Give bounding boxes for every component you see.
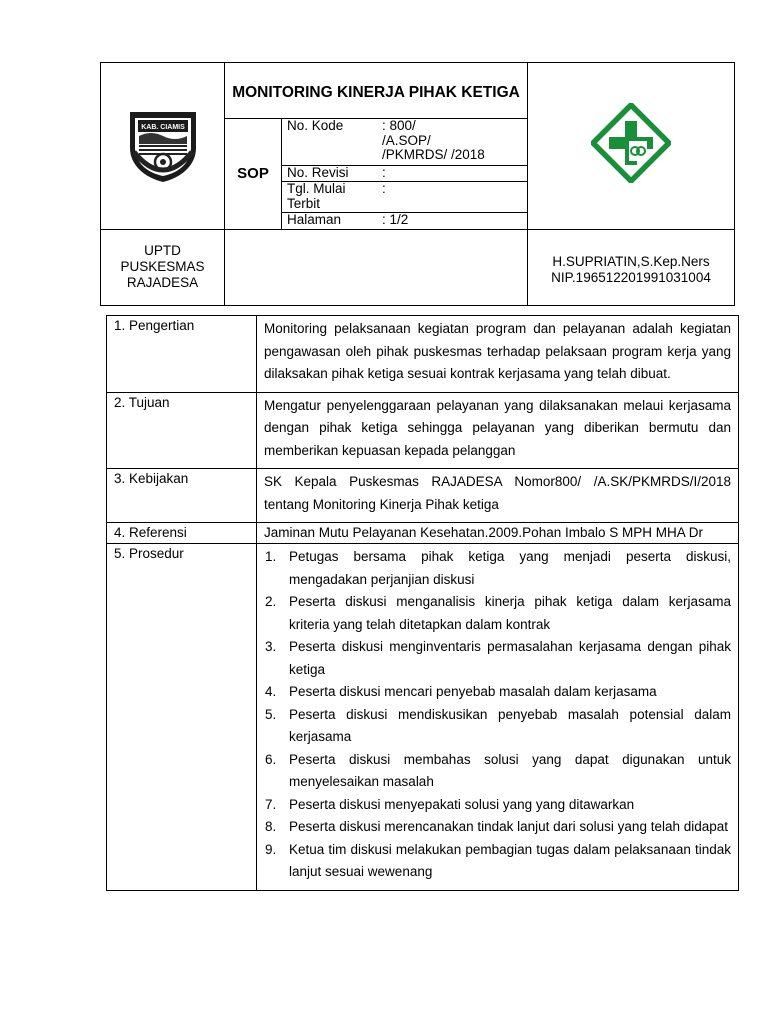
section-label: 1. Pengertian	[107, 316, 257, 393]
field-value: :	[374, 165, 527, 182]
procedure-steps	[257, 544, 739, 891]
procedure-step	[264, 591, 731, 636]
field-key: Halaman	[287, 212, 342, 227]
section-text: Mengatur penyelenggaraan pelayanan yang dilaksanakan melaui kerjasama dengan pihak ketiga sehingga pelayanan yang diberikan bermutu dan memberikan kepuasan kepada pelanggan	[257, 392, 739, 469]
step-number: 7.	[265, 796, 277, 812]
field-key-line: Terbit	[287, 195, 321, 211]
document-fields	[282, 119, 528, 230]
procedure-step	[264, 704, 731, 749]
section-row-pengertian	[107, 316, 739, 393]
sop-label: SOP	[225, 119, 282, 230]
field-value-line: : 800/	[382, 118, 416, 133]
field-no-revisi	[282, 165, 527, 182]
document-title: MONITORING KINERJA PIHAK KETIGA	[225, 63, 528, 119]
kabupaten-ciamis-emblem-icon	[122, 102, 204, 184]
sop-content-table	[106, 315, 739, 891]
field-key-line: Tgl. Mulai	[287, 181, 346, 196]
step-text: Peserta diskusi menganalisis kinerja pihak ketiga dalam kerjasama kriteria yang telah ditetapkan dalam kontrak	[289, 594, 731, 632]
step-number: 2.	[265, 594, 277, 609]
section-row-tujuan	[107, 392, 739, 469]
field-key	[282, 182, 374, 213]
emblem-top-text: KAB. CIAMIS	[140, 124, 185, 132]
step-number: 8.	[265, 819, 277, 834]
step-number: 5.	[265, 706, 277, 722]
step-number: 1.	[265, 549, 277, 564]
section-label: 4. Referensi	[107, 523, 257, 544]
section-row-prosedur	[107, 544, 739, 891]
procedure-step	[264, 816, 731, 839]
step-text: Petugas bersama pihak ketiga yang menjadi peserta diskusi, mengadakan perjanjian diskusi	[289, 549, 731, 587]
field-key: No. Revisi	[282, 165, 374, 182]
step-text: Peserta diskusi menginventaris permasalahan kerjasama dengan pihak ketiga	[289, 639, 731, 677]
procedure-step	[264, 546, 731, 591]
step-text: Peserta diskusi menyepakati solusi yang yang ditawarkan	[289, 796, 635, 812]
org-line: PUSKESMAS	[120, 259, 205, 274]
field-value-line: /PKMRDS/ /2018	[382, 147, 485, 162]
step-number: 3.	[265, 639, 277, 654]
step-text: Peserta diskusi merencanakan tindak lanjut dari solusi yang telah didapat	[289, 819, 729, 834]
section-row-kebijakan	[107, 469, 739, 523]
procedure-step	[264, 681, 731, 704]
section-text: Monitoring pelaksanaan kegiatan program dan pelayanan adalah kegiatan pengawasan oleh pihak puskesmas terhadap pelaksaan program kerja yang dilaksakan pihak ketiga sesuai kontrak kerjasama yang telah dibuat.	[257, 316, 739, 393]
field-halaman	[282, 213, 527, 229]
logo-cell	[101, 63, 225, 230]
section-text: SK Kepala Puskesmas RAJADESA Nomor800/ /A.SK/PKMRDS/I/2018 tentang Monitoring Kinerja Pihak ketiga	[257, 469, 739, 523]
section-text: Jaminan Mutu Pelayanan Kesehatan.2009.Pohan Imbalo S MPH MHA Dr	[257, 523, 739, 544]
field-no-kode	[282, 119, 527, 165]
empty-cell	[225, 229, 528, 305]
step-number: 6.	[265, 751, 277, 767]
field-value-line: /A.SOP/	[382, 132, 431, 148]
signatory-name: H.SUPRIATIN,S.Kep.Ners	[552, 254, 710, 269]
puskesmas-logo-cell	[528, 63, 735, 230]
field-key: No. Kode	[282, 119, 374, 165]
org-line: UPTD	[144, 243, 181, 258]
section-row-referensi	[107, 523, 739, 544]
organization-name	[101, 229, 225, 305]
step-text: Peserta diskusi membahas solusi yang dapat digunakan untuk menyelesaikan masalah	[289, 751, 731, 789]
procedure-step	[264, 794, 731, 817]
step-text: Peserta diskusi mendiskusikan penyebab masalah potensial dalam kerjasama	[289, 706, 731, 744]
field-value: : 1/2	[382, 212, 409, 227]
procedure-step	[264, 636, 731, 681]
signatory-nip: NIP.196512201991031004	[551, 270, 711, 285]
step-number: 4.	[265, 684, 277, 699]
sop-header-table	[100, 62, 735, 306]
org-line: RAJADESA	[126, 275, 199, 290]
puskesmas-cross-icon	[591, 103, 671, 183]
section-label: 5. Prosedur	[107, 544, 257, 891]
signatory-block	[528, 229, 735, 305]
section-label: 3. Kebijakan	[107, 469, 257, 523]
section-label: 2. Tujuan	[107, 392, 257, 469]
field-value: :	[374, 182, 527, 213]
step-number: 9.	[265, 841, 277, 857]
field-value	[374, 119, 527, 165]
procedure-list	[264, 546, 731, 884]
field-tgl-mulai-terbit	[282, 182, 527, 213]
procedure-step	[264, 749, 731, 794]
step-text: Peserta diskusi mencari penyebab masalah dalam kerjasama	[289, 684, 657, 699]
procedure-step	[264, 839, 731, 884]
step-text: Ketua tim diskusi melakukan pembagian tugas dalam pelaksanaan tindak lanjut sesuai wewenang	[289, 841, 731, 879]
